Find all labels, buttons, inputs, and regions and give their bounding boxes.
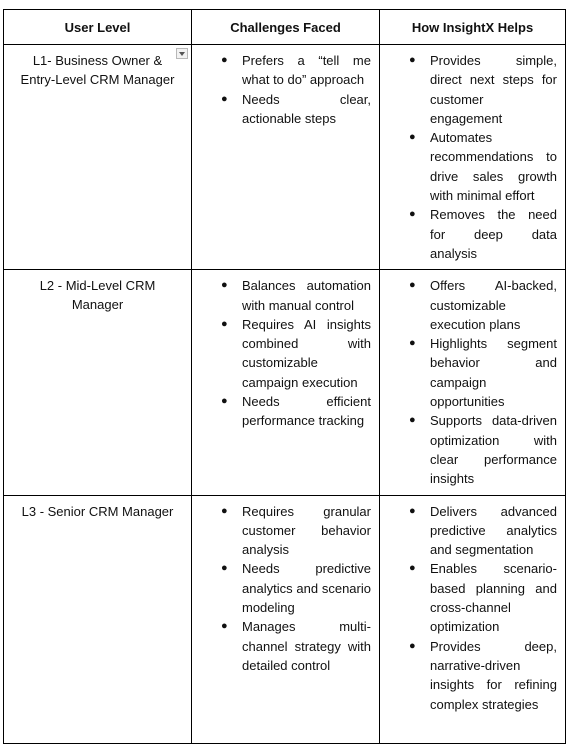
help-item: ● Offers AI-backed, customizable execution plans (409, 278, 557, 332)
help-item: ● Removes the need for deep data analysis (409, 207, 557, 261)
bullet-icon: ● (409, 54, 416, 66)
bullet-icon: ● (409, 504, 416, 517)
help-item: ● Enables scenario-based planning and cross-channel optimization (409, 561, 557, 635)
header-user-level: User Level (4, 10, 192, 45)
level-label: L1- Business Owner & Entry-Level CRM Manager (20, 53, 175, 87)
help-item: ● Highlights segment behavior and campaign opportunities (409, 336, 557, 410)
bullet-icon: ● (221, 92, 228, 105)
challenge-item: ● Prefers a “tell me what to do” approach (221, 53, 371, 88)
help-item: ● Automates recommendations to drive sales growth with minimal effort (409, 130, 557, 204)
bullet-icon: ● (409, 562, 416, 575)
header-how-insightx-helps: How InsightX Helps (380, 10, 566, 45)
challenge-item: ● Manages multi-channel strategy with detailed control (221, 619, 371, 673)
bullet-icon: ● (221, 395, 228, 408)
bullet-icon: ● (221, 562, 228, 575)
challenge-item: ● Needs predictive analytics and scenario modeling (221, 561, 371, 616)
helps-cell-l2 (380, 270, 566, 495)
help-item: ● Supports data-driven optimization with clear performance insights (409, 413, 557, 487)
level-label: L3 - Senior CRM Manager (21, 503, 174, 519)
challenges-cell-l3 (192, 495, 380, 743)
level-cell-l2 (4, 270, 192, 495)
challenges-cell-l2 (192, 270, 380, 495)
table-row-l1 (4, 45, 566, 270)
header-challenges: Challenges Faced (192, 10, 380, 45)
user-level-table (3, 9, 566, 744)
bullet-icon: ● (221, 317, 228, 330)
challenge-item: ● Requires granular customer behavior analysis (221, 503, 371, 558)
bullet-icon: ● (409, 279, 416, 292)
challenge-item: ● Needs clear, actionable steps (221, 91, 371, 126)
table-row-l3 (4, 495, 566, 743)
challenge-item: ● Balances automation with manual control (221, 278, 371, 313)
helps-cell-l1 (380, 45, 566, 270)
bullet-icon: ● (221, 620, 228, 633)
challenge-item: ● Needs efficient performance tracking (221, 394, 371, 429)
bullet-icon: ● (221, 54, 228, 66)
header-row (4, 10, 566, 45)
level-cell-l1[interactable] (4, 45, 192, 270)
bullet-icon: ● (221, 279, 228, 292)
level-label: L2 - Mid-Level CRM Manager (39, 278, 156, 313)
level-cell-l3 (4, 495, 192, 743)
bullet-icon: ● (221, 504, 228, 517)
bullet-icon: ● (409, 131, 416, 144)
bullet-icon: ● (409, 337, 416, 350)
challenges-cell-l1 (192, 45, 380, 270)
table-row-l2 (4, 270, 566, 495)
bullet-icon: ● (409, 639, 416, 652)
challenge-item: ● Requires AI insights combined with customizable campaign execution (221, 316, 371, 390)
help-item: ● Delivers advanced predictive analytics and segmentation (409, 503, 557, 558)
help-item: ● Provides simple, direct next steps for customer engagement (409, 53, 557, 126)
helps-cell-l3 (380, 495, 566, 743)
cell-dropdown-arrow-icon[interactable] (176, 48, 188, 59)
help-item: ● Provides deep, narrative-driven insights for refining complex strategies (409, 638, 557, 712)
bullet-icon: ● (409, 414, 416, 427)
bullet-icon: ● (409, 208, 416, 221)
